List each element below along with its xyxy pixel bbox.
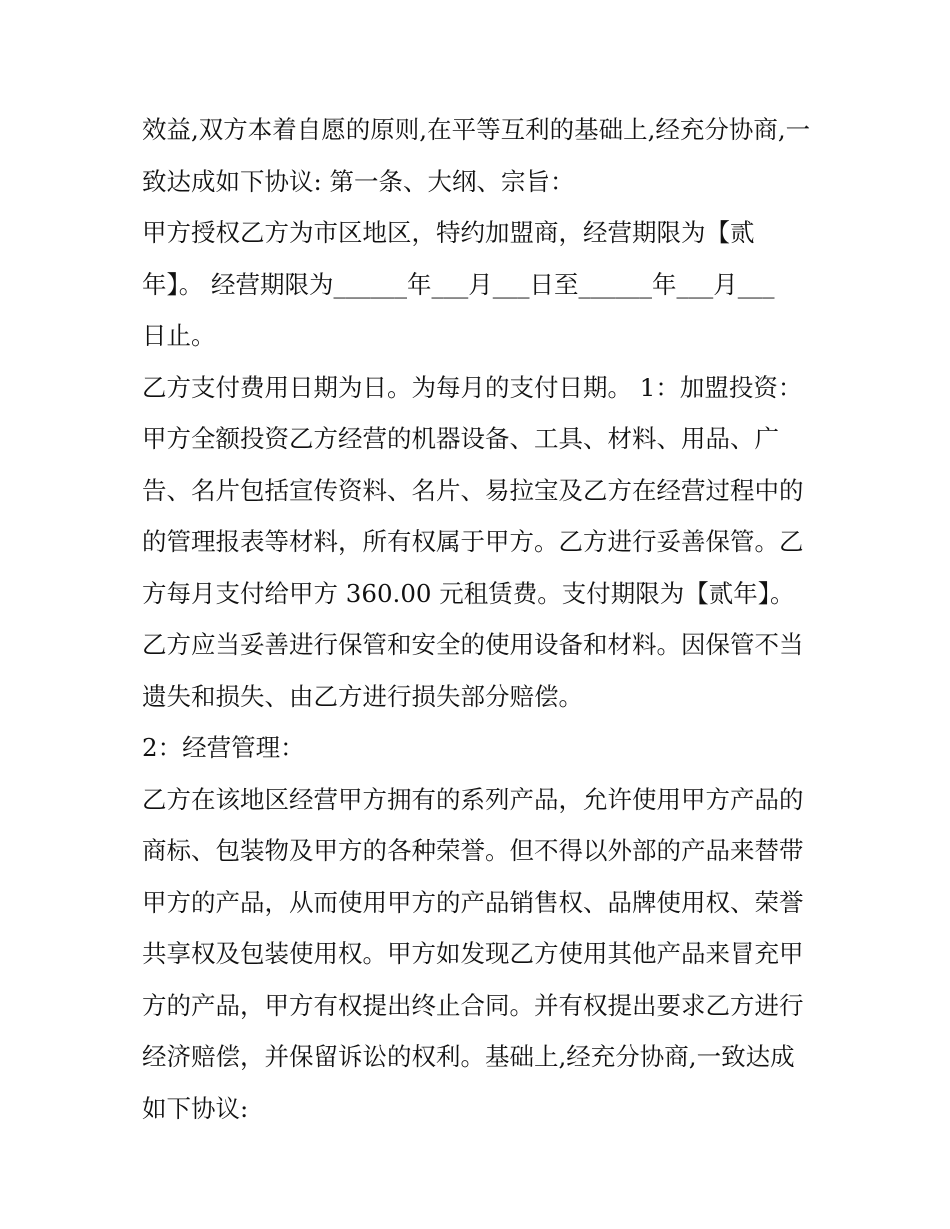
text-line: 经济赔偿，并保留诉讼的权利。基础上,经充分协商,一致达成 <box>142 1042 795 1071</box>
document-body <box>142 104 822 1134</box>
text-line: 乙方在该地区经营甲方拥有的系列产品，允许使用甲方产品的 <box>142 784 804 814</box>
text-line: 如下协议: <box>142 1093 249 1123</box>
text-line: 共享权及包装使用权。甲方如发现乙方使用其他产品来冒充甲 <box>142 939 804 968</box>
text-line: 告、名片包括宣传资料、名片、易拉宝及乙方在经营过程中的 <box>142 475 804 505</box>
text-line: 乙方支付费用日期为日。为每月的支付日期。 1：加盟投资： <box>142 372 803 402</box>
text-line: 商标、包装物及甲方的各种荣誉。但不得以外部的产品来替带 <box>142 836 804 865</box>
text-line: 遗失和损失、由乙方进行损失部分赔偿。 <box>142 681 583 711</box>
text-line: 乙方应当妥善进行保管和安全的使用设备和材料。因保管不当 <box>142 630 804 659</box>
text-line: 方的产品，甲方有权提出终止合同。并有权提出要求乙方进行 <box>142 990 804 1020</box>
text-line: 效益,双方本着自愿的原则,在平等互利的基础上,经充分协商,一 <box>142 115 811 144</box>
text-line: 甲方全额投资乙方经营的机器设备、工具、材料、用品、广 <box>142 424 779 453</box>
section-heading: 2：经营管理： <box>142 733 305 762</box>
text-line: 致达成如下协议: 第一条、大纲、宗旨： <box>142 166 575 196</box>
text-line: 甲方授权乙方为市区地区，特约加盟商，经营期限为【贰 <box>142 218 755 247</box>
text-line: 甲方的产品，从而使用甲方的产品销售权、品牌使用权、荣誉 <box>142 887 804 917</box>
text-line: 的管理报表等材料，所有权属于甲方。乙方进行妥善保管。乙 <box>142 527 804 556</box>
text-line: 日止。 <box>142 321 216 350</box>
text-line: 方每月支付给甲方 360.00 元租赁费。支付期限为【贰年】。 <box>142 578 795 608</box>
text-line: 年】。 经营期限为______年___月___日至______年___月___ <box>142 269 775 299</box>
